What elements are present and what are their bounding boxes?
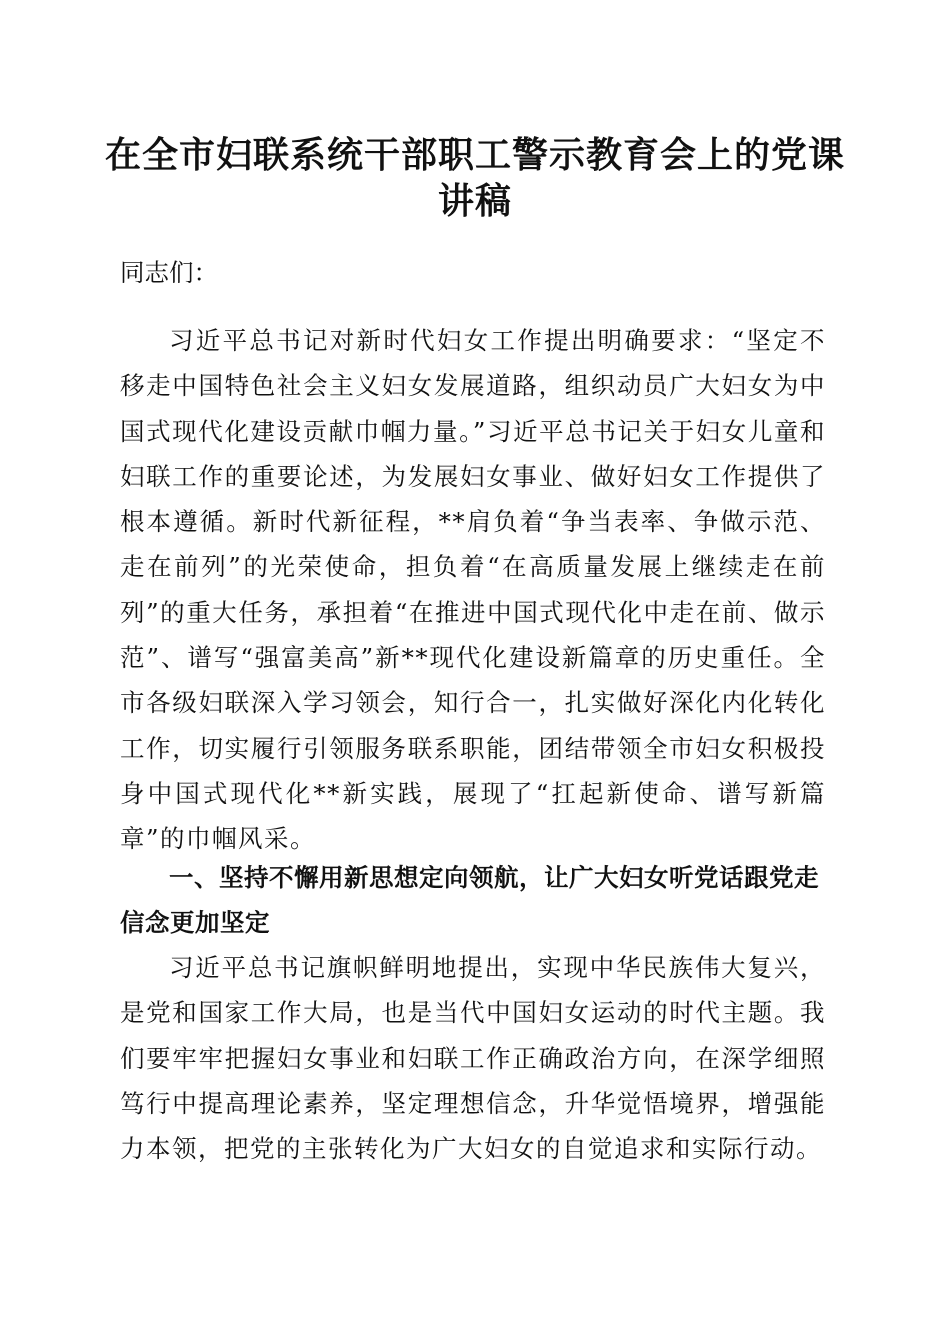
paragraph-intro: 习近平总书记对新时代妇女工作提出明确要求：“坚定不移走中国特色社会主义妇女发展道路，组织动员广大妇女为中国式现代化建设贡献巾帼力量。”习近平总书记关于妇女儿童和妇联工作的重要论述，为发展妇女事业、做好妇女工作提供了根本遵循。新时代新征程，**肩负着“争当表率、争做示范、走在前列”的光荣使命，担负着“在高质量发展上继续走在前列”的重大任务，承担着“在推进中国式现代化中走在前、做示范”、谱写“强富美高”新**现代化建设新篇章的历史重任。全市各级妇联深入学习领会，知行合一，扎实做好深化内化转化工作，切实履行引领服务联系职能，团结带领全市妇女积极投身中国式现代化**新实践，展现了“扛起新使命、谱写新篇章”的巾帼风采。 [120,326,826,854]
section-heading-1: 一、坚持不懈用新思想定向领航，让广大妇女听党话跟党走信念更加坚定 [120,863,819,937]
salutation: 同志们： [120,258,218,287]
paragraph-section-1: 习近平总书记旗帜鲜明地提出，实现中华民族伟大复兴，是党和国家工作大局，也是当代中国妇女运动的时代主题。我们要牢牢把握妇女事业和妇联工作正确政治方向，在深学细照笃行中提高理论素养，坚定理想信念，升华觉悟境界，增强能力本领，把党的主张转化为广大妇女的自觉追求和实际行动。 [120,953,826,1164]
document-title: 在全市妇联系统干部职工警示教育会上的党课讲稿 [104,134,845,222]
